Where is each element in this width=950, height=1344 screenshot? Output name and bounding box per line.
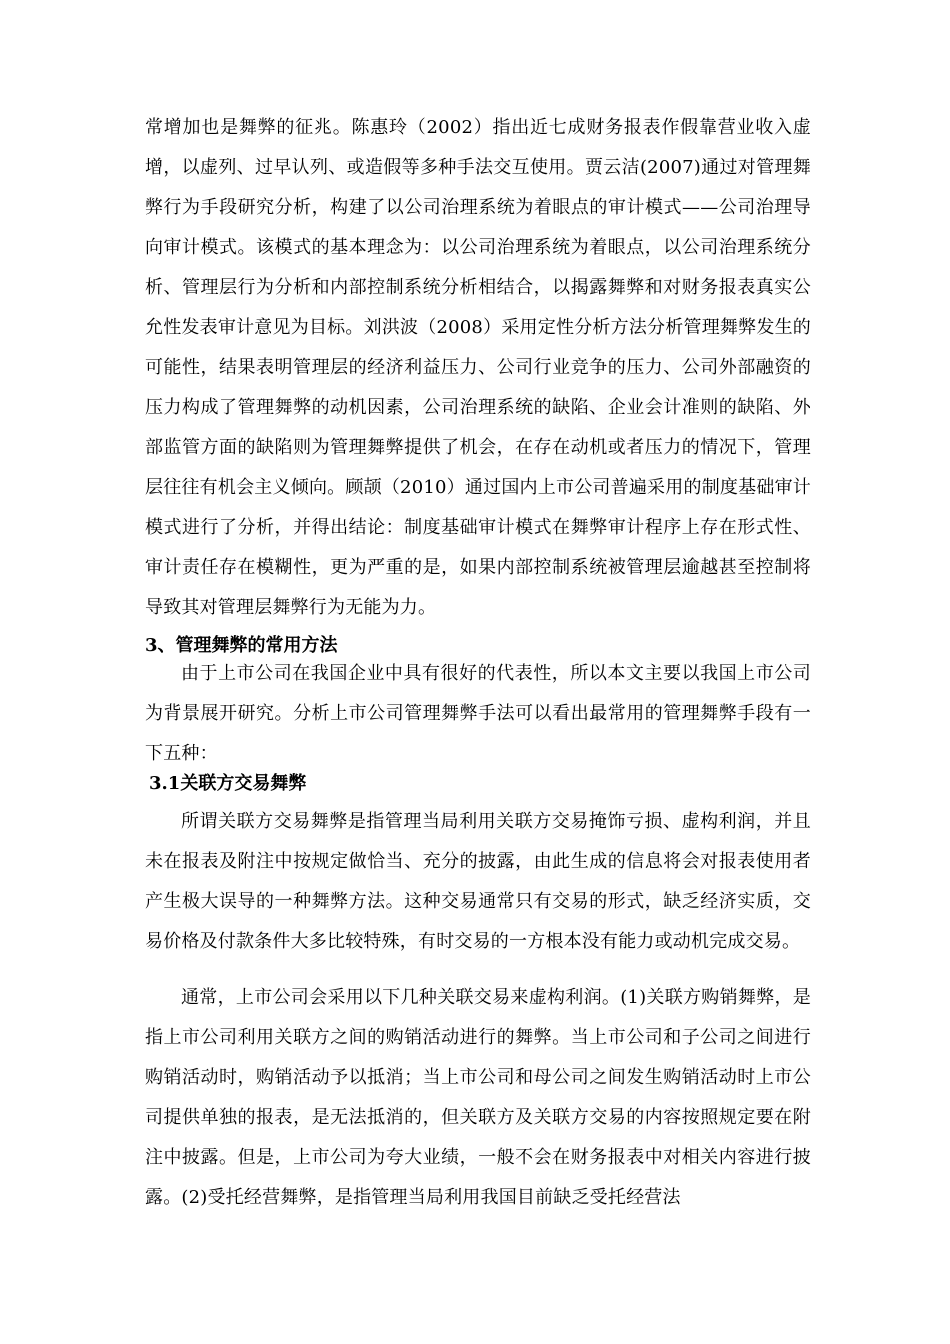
section-heading-3-1: 3.1关联方交易舞弊 (149, 773, 307, 794)
paragraph-literature-review: 常增加也是舞弊的征兆。陈惠玲（2002）指出近七成财务报表作假靠营业收入虚增，以虚列、过早认列、或造假等多种手法交互使用。贾云洁(2007)通过对管理舞弊行为手段研究分析，构建了以公司治理系统为着眼点的审计模式——公司治理导向审计模式。该模式的基本理念为：以公司治理系统为着眼点，以公司治理系统分析、管理层行为分析和内部控制系统分析相结合，以揭露舞弊和对财务报表真实公允性发表审计意见为目标。刘洪波（2008）采用定性分析方法分析管理舞弊发生的可能性，结果表明管理层的经济利益压力、公司行业竞争的压力、公司外部融资的压力构成了管理舞弊的动机因素，公司治理系统的缺陷、企业会计准则的缺陷、外部监管方面的缺陷则为管理舞弊提供了机会，在存在动机或者压力的情况下，管理层往往有机会主义倾向。顾颉（2010）通过国内上市公司普遍采用的制度基础审计模式进行了分析，并得出结论：制度基础审计模式在舞弊审计程序上存在形式性、审计责任存在模糊性，更为严重的是，如果内部控制系统被管理层逾越甚至控制将导致其对管理层舞弊行为无能为力。 (145, 117, 811, 618)
paragraph-related-party-methods: 通常，上市公司会采用以下几种关联交易来虚构利润。(1)关联方购销舞弊，是指上市公司利用关联方之间的购销活动进行的舞弊。当上市公司和子公司之间进行购销活动时，购销活动予以抵消；当上市公司和母公司之间发生购销活动时上市公司提供单独的报表，是无法抵消的，但关联方及关联方交易的内容按照规定要在附注中披露。但是，上市公司为夸大业绩，一般不会在财务报表中对相关内容进行披露。(2)受托经营舞弊，是指管理当局利用我国目前缺乏受托经营法 (145, 987, 811, 1208)
paragraph-section3-intro: 由于上市公司在我国企业中具有很好的代表性，所以本文主要以我国上市公司为背景展开研究。分析上市公司管理舞弊手法可以看出最常用的管理舞弊手段有一下五种： (145, 663, 811, 764)
section-heading-3: 3、管理舞弊的常用方法 (145, 635, 338, 656)
paragraph-related-party-definition: 所谓关联方交易舞弊是指管理当局利用关联方交易掩饰亏损、虚构利润，并且未在报表及附注中按规定做恰当、充分的披露，由此生成的信息将会对报表使用者产生极大误导的一种舞弊方法。这种交易通常只有交易的形式，缺乏经济实质，交易价格及付款条件大多比较特殊，有时交易的一方根本没有能力或动机完成交易。 (145, 811, 811, 952)
